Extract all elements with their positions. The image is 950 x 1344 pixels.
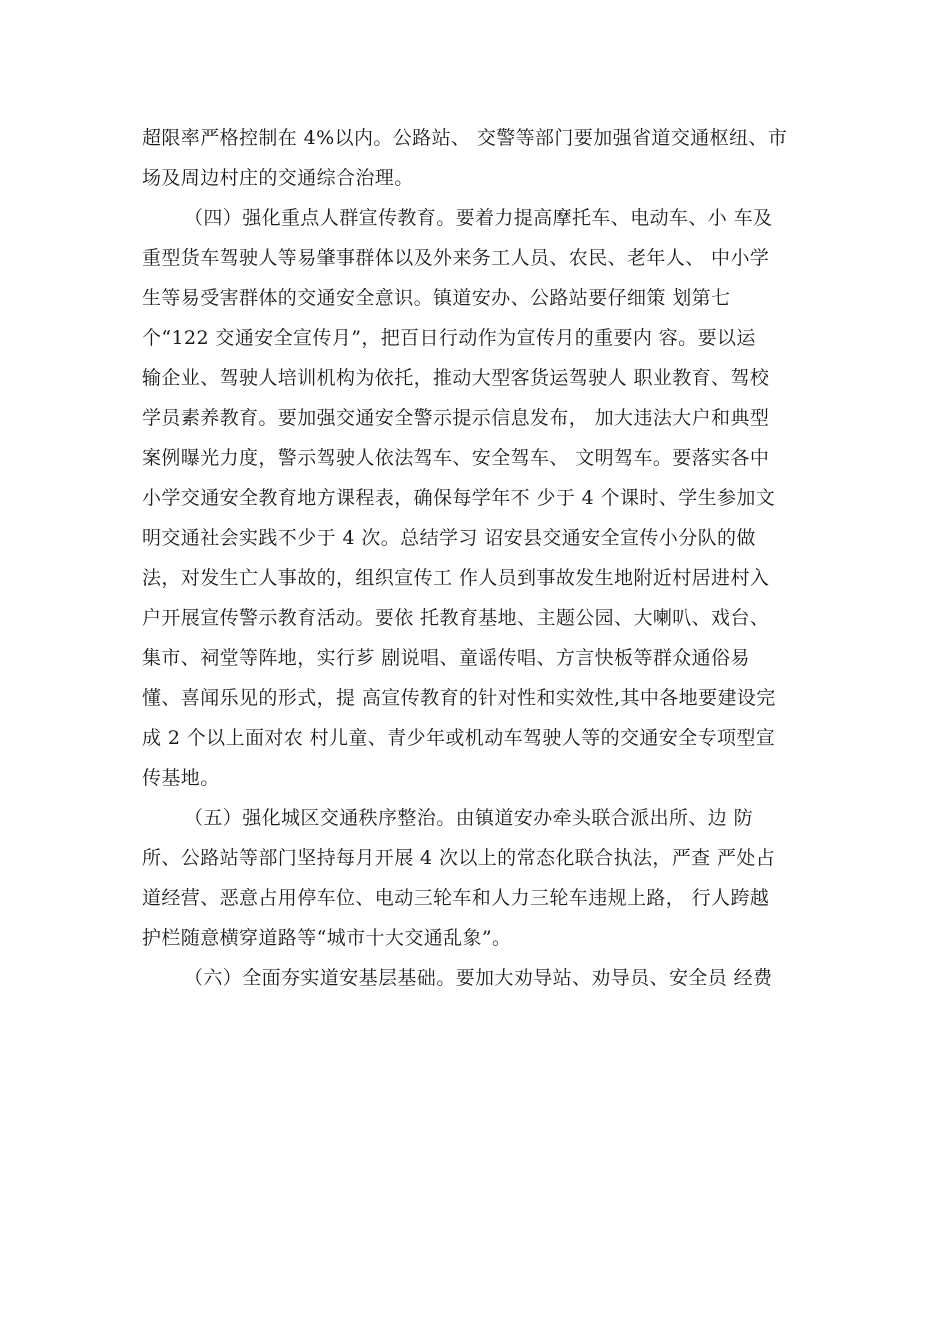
text-line: 生等易受害群体的交通安全意识。镇道安办、公路站要仔细策 划第七: [142, 287, 731, 309]
text-line: 超限率严格控制在 4%以内。公路站、 交警等部门要加强省道交通枢纽、市: [142, 127, 788, 149]
text-line: 输企业、驾驶人培训机构为依托，推动大型客货运驾驶人 职业教育、驾校: [142, 367, 770, 389]
text-line: 案例曝光力度，警示驾驶人依法驾车、安全驾车、 文明驾车。要落实各中: [142, 447, 770, 469]
text-line: 护栏随意横穿道路等“城市十大交通乱象”。: [142, 927, 512, 949]
text-line: 集市、祠堂等阵地，实行芗 剧说唱、童谣传唱、方言快板等群众通俗易: [142, 647, 750, 669]
paragraph-first-line: （四）强化重点人群宣传教育。要着力提高摩托车、电动车、小 车及: [184, 207, 773, 229]
text-line: 学员素养教育。要加强交通安全警示提示信息发布， 加大违法大户和典型: [142, 407, 770, 429]
paragraph-first-line: （五）强化城区交通秩序整治。由镇道安办牵头联合派出所、边 防: [184, 807, 754, 829]
text-line: 成 2 个以上面对农 村儿童、青少年或机动车驾驶人等的交通安全专项型宣: [142, 727, 776, 749]
text-line: 法，对发生亡人事故的，组织宣传工 作人员到事故发生地附近村居进村入: [142, 567, 770, 589]
document-body: [142, 118, 822, 998]
paragraph-first-line: （六）全面夯实道安基层基础。要加大劝导站、劝导员、安全员 经费: [184, 967, 773, 989]
text-line: 明交通社会实践不少于 4 次。总结学习 诏安县交通安全宣传小分队的做: [142, 527, 756, 549]
text-line: 重型货车驾驶人等易肇事群体以及外来务工人员、农民、老年人、 中小学: [142, 247, 770, 269]
text-line: 小学交通安全教育地方课程表，确保每学年不 少于 4 个课时、学生参加文: [142, 487, 776, 509]
text-line: 户开展宣传警示教育活动。要依 托教育基地、主题公园、大喇叭、戏台、: [142, 607, 770, 629]
text-line: 懂、喜闻乐见的形式，提 高宣传教育的针对性和实效性,其中各地要建设完: [142, 687, 776, 709]
text-line: 个“122 交通安全宣传月”，把百日行动作为宣传月的重要内 容。要以运: [142, 327, 756, 349]
text-line: 道经营、恶意占用停车位、电动三轮车和人力三轮车违规上路， 行人跨越: [142, 887, 770, 909]
text-line: 传基地。: [142, 767, 220, 789]
text-line: 所、公路站等部门坚持每月开展 4 次以上的常态化联合执法，严查 严处占: [142, 847, 776, 869]
text-line: 场及周边村庄的交通综合治理。: [142, 167, 414, 189]
